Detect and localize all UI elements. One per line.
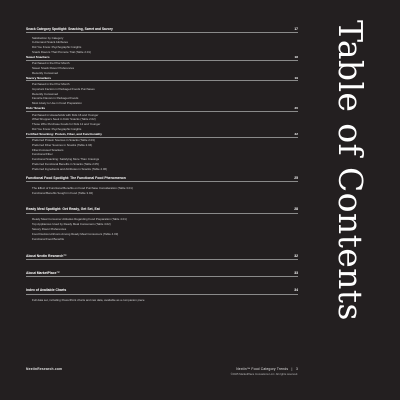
toc-sublist [26, 182, 298, 196]
footer-separator: | [291, 367, 293, 371]
toc-entry-page: 33 [294, 270, 298, 275]
toc-sublist [26, 112, 298, 132]
toc-entry-title: About MarketPlace™ [26, 270, 60, 275]
toc-subitem[interactable]: What Shoppers Seek in Kids' Snacks (Table 2.02) [32, 117, 96, 122]
toc-sublist [26, 138, 298, 172]
toc-subitem[interactable]: Snack Flavors That Promote Trial (Table 2.01) [32, 49, 91, 54]
footer-copyright: ©2025 MarketPlace Innovations LLC. All rights reserved. [230, 372, 298, 376]
vertical-page-title [330, 20, 370, 321]
toc-subitem[interactable]: Purchased in the Prior Month [32, 82, 70, 87]
footer-page-number: 3 [295, 367, 298, 371]
toc-entry-title: Kids' Snacks [26, 106, 46, 111]
toc-subitem[interactable]: Fiber-Focused Snackers [32, 147, 64, 152]
toc-entry-title: Sweet Snackers [26, 55, 50, 60]
toc-subitem[interactable]: Preferred Protein Sources in Snacks (Table 2.03) [32, 138, 95, 143]
toc-subitem[interactable]: Purchased in the Prior Month [32, 61, 70, 66]
table-of-contents [26, 27, 298, 302]
footer-brand [236, 367, 298, 371]
toc-subitem[interactable]: In-Demand Snack Attributes [32, 40, 68, 45]
toc-entry-page: 17 [294, 27, 298, 31]
toc-sublist [26, 214, 298, 243]
toc-entry-page: 19 [294, 75, 298, 80]
toc-subitem[interactable]: Preferred Functional Benefits in Snacks (Table 2.05) [32, 161, 99, 166]
toc-sublist [26, 61, 298, 76]
toc-entry-page: 18 [294, 55, 298, 60]
toc-entry-page: 25 [294, 175, 298, 180]
toc-subitem[interactable]: Functional Snacking: Satisfying More Than Cravings [32, 157, 100, 162]
toc-entry-title: Functional Food Spotlight: The Functional Food Phenomenon [26, 175, 126, 180]
toc-subitem[interactable]: Did You Know: Psychographic Insights [32, 126, 82, 131]
toc-entry-page: 28 [294, 207, 298, 212]
toc-subitem[interactable]: Functional Food Benefits [32, 237, 64, 242]
toc-subitem[interactable]: Top Appliances Used by Ready Meal Consumers (Table 4.02) [32, 222, 111, 227]
toc-entry-page: 20 [294, 106, 298, 111]
toc-entry-index-of-charts[interactable] [26, 288, 298, 294]
toc-subitem[interactable]: Satisfaction by Category [32, 35, 64, 40]
toc-subitem[interactable]: Recently Consumed [32, 70, 59, 75]
toc-subitem[interactable]: Savory Flavor Preferences [32, 227, 67, 232]
toc-entry-page: 32 [294, 253, 298, 258]
toc-subitem[interactable]: Important Factors in Packaged Foods Purchases [32, 86, 95, 91]
toc-entry-title: Fortified Snacking: Protein, Fiber, and Functionality [26, 132, 102, 136]
toc-subitem[interactable]: Purchased in Households with Kids 16 and Younger [32, 112, 99, 117]
toc-subitem[interactable]: Preferred Fiber Sources in Snacks (Table 2.04) [32, 142, 93, 147]
toc-entry-page: 22 [294, 132, 298, 136]
toc-subitem[interactable]: The Effect of Functional Benefits on Food Purchase Consideration (Table 3.01) [32, 185, 133, 190]
toc-subitem[interactable]: Sweet Snack Flavor Preferences [32, 65, 75, 70]
footer-brand-name: Nextin™ Food Category Trends [236, 367, 289, 371]
toc-subitem[interactable]: Food Decision-Drivers Among Ready Meal Consumers (Table 4.03) [32, 232, 119, 237]
toc-entry-page: 34 [294, 288, 298, 293]
toc-entry-title: Ready Meal Spotlight: Get Ready, Get Set, Eat [26, 207, 100, 212]
toc-entry-title: About Nextin Research™ [26, 253, 67, 258]
toc-sublist [26, 81, 298, 106]
toc-subitem[interactable]: Those Who Purchase Foods for Kids 12 and Younger [32, 121, 101, 126]
toc-sublist [26, 35, 298, 55]
toc-subitem[interactable]: Preferred Ingredients and Attributes in Snacks (Table 2.06) [32, 166, 108, 171]
page-title: Table of Contents [331, 20, 370, 321]
toc-subitem[interactable]: Functional Fiber [32, 152, 53, 157]
toc-subitem[interactable]: Did You Know: Psychographic Insights [32, 45, 82, 49]
toc-entry-title: Snack Category Spotlight: Snacking, Sweet and Savory [26, 27, 113, 31]
toc-subitem[interactable]: Ready Meal Consumer Attitudes Regarding Food Preparation (Table 4.01) [32, 217, 127, 222]
index-note: Full data set, including PowerPoint charts and raw data, available as a companion piece [32, 298, 145, 303]
toc-subitem[interactable]: Most Likely to Use in Food Preparation [32, 101, 82, 106]
page-footer [26, 367, 298, 376]
toc-subitem[interactable]: Recently Consumed [32, 91, 59, 96]
toc-subitem[interactable]: Functional Benefits Sought in Food (Table 3.02) [32, 190, 94, 195]
toc-entry-title: Index of Available Charts [26, 288, 67, 293]
footer-site-link[interactable]: NextinResearch.com [26, 367, 63, 371]
toc-entry-snack-category[interactable] [26, 27, 298, 33]
toc-subitem[interactable]: Favorite Flavors in Packaged Foods [32, 96, 79, 101]
toc-entry-title: Savory Snackers [26, 75, 51, 80]
